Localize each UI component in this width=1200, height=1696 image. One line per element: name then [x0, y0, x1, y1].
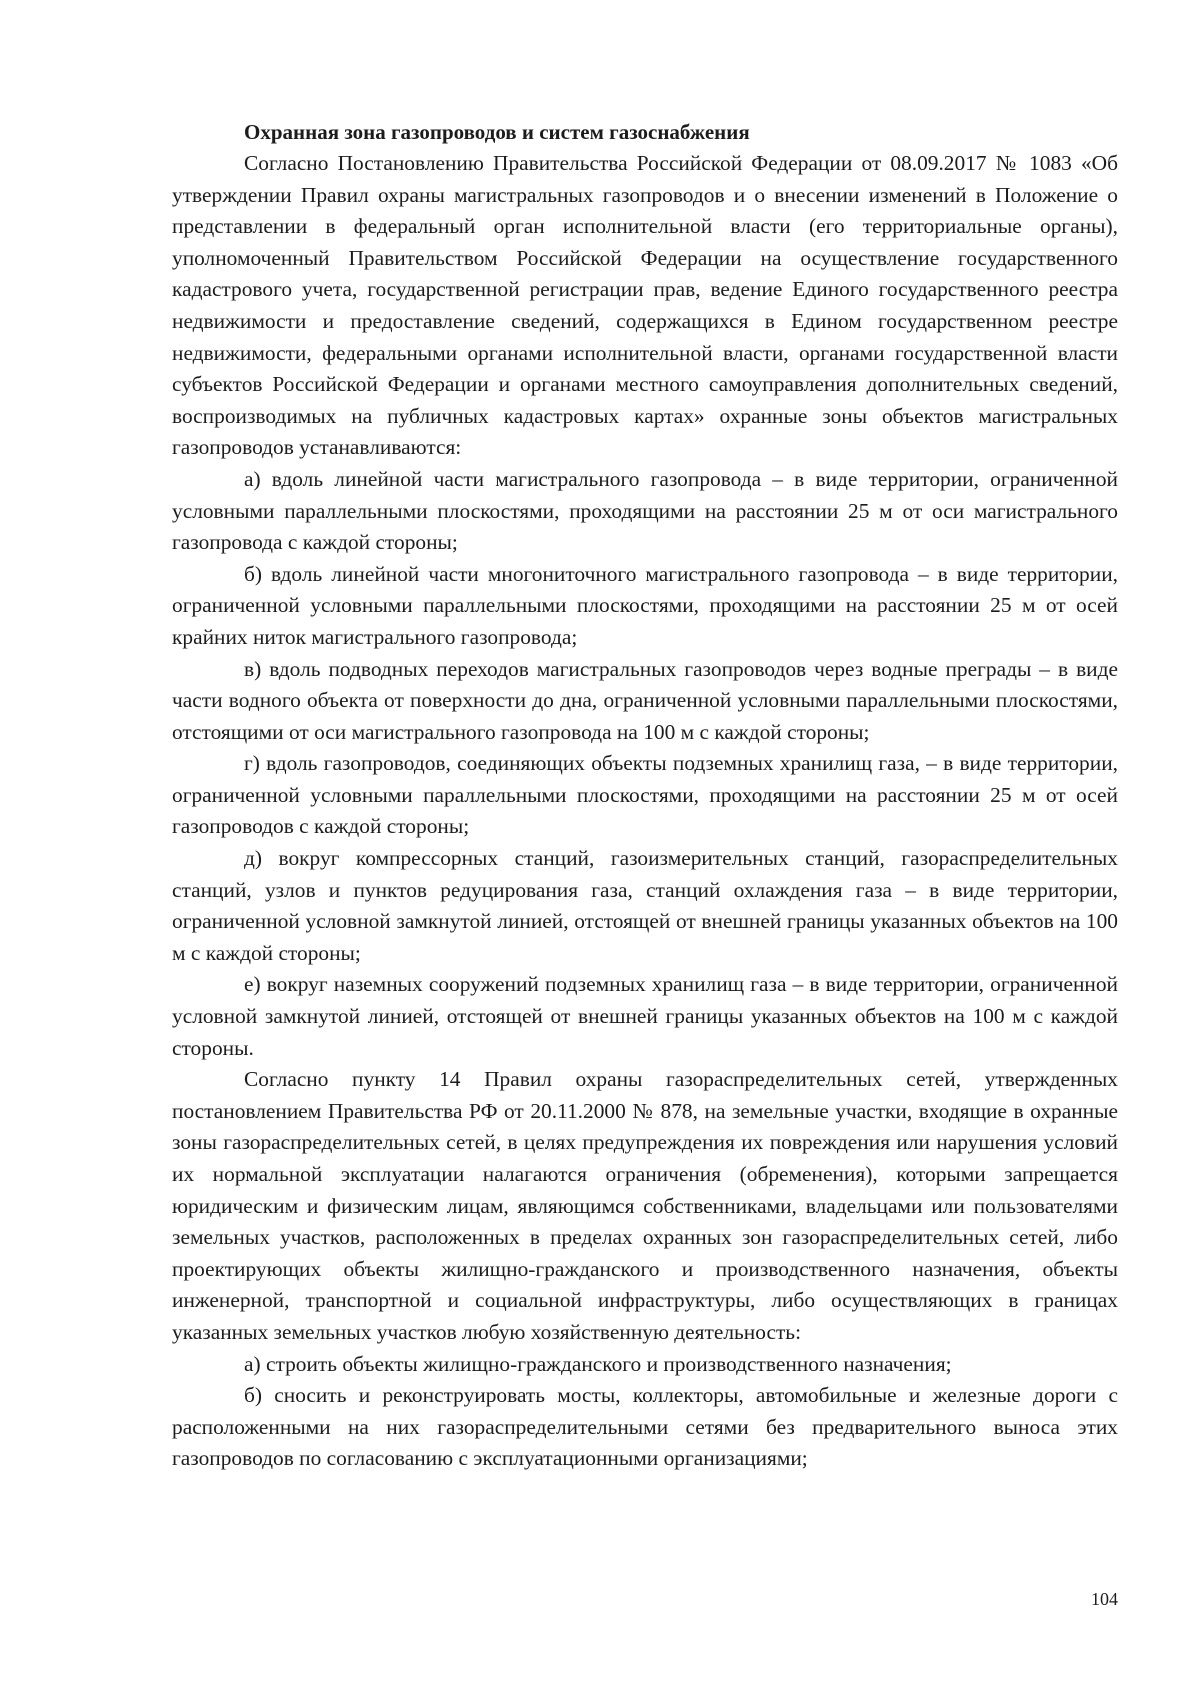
page-number: 104 [1091, 1589, 1118, 1609]
paragraph-item-e: е) вокруг наземных сооружений подземных хранилищ газа – в виде территории, ограниченной условной замкнутой линией, отстоящей от внешней границы указанных объектов на 100 м с каждой стороны. [172, 972, 1118, 1060]
paragraph-restriction-b: б) сносить и реконструировать мосты, коллекторы, автомобильные и железные дороги с расположенными на них газораспределительными сетями без предварительного выноса этих газопроводов по согласованию с эксплуатационными организациями; [172, 1383, 1118, 1471]
paragraph-intro: Согласно Постановлению Правительства Российской Федерации от 08.09.2017 № 1083 «Об утверждении Правил охраны магистральных газопроводов и о внесении изменений в Положение о представлении в федеральный орган исполнительной власти (его территориальные органы), уполномоченный Правительством Российской Федерации на осуществление государственного кадастрового учета, государственной регистрации прав, ведение Единого государственного реестра недвижимости и предоставление сведений, содержащихся в Едином государственном реестре недвижимости, федеральными органами исполнительной власти, органами государственной власти субъектов Российской Федерации и органами местного самоуправления дополнительных сведений, воспроизводимых на публичных кадастровых картах» охранные зоны объектов магистральных газопроводов устанавливаются: [172, 151, 1118, 460]
paragraph-item-v: в) вдоль подводных переходов магистральных газопроводов через водные преграды – в виде части водного объекта от поверхности до дна, ограниченной условными параллельными плоскостями, отстоящими от оси магистрального газопровода на 100 м с каждой стороны; [172, 656, 1118, 744]
paragraph-item-b: б) вдоль линейной части многониточного магистрального газопровода – в виде территории, ограниченной условными параллельными плоскостями, проходящими на расстоянии 25 м от осей крайних ниток магистрального газопровода; [172, 561, 1118, 649]
section-heading: Охранная зона газопроводов и систем газоснабжения [244, 120, 750, 144]
paragraph-rules-878: Согласно пункту 14 Правил охраны газораспределительных сетей, утвержденных постановлением Правительства РФ от 20.11.2000 № 878, на земельные участки, входящие в охранные зоны газораспределительных сетей, в целях предупреждения их повреждения или нарушения условий их нормальной эксплуатации налагаются ограничения (обременения), которыми запрещается юридическим и физическим лицам, являющимся собственниками, владельцами или пользователями земельных участков, расположенных в пределах охранных зон газораспределительных сетей, либо проектирующих объекты жилищно-гражданского и производственного назначения, объекты инженерной, транспортной и социальной инфраструктуры, либо осуществляющих в границах указанных земельных участков любую хозяйственную деятельность: [172, 1067, 1118, 1344]
paragraph-restriction-a: а) строить объекты жилищно-гражданского и производственного назначения; [244, 1351, 952, 1376]
paragraph-item-a: а) вдоль линейной части магистрального газопровода – в виде территории, ограниченной условными параллельными плоскостями, проходящими на расстоянии 25 м от оси магистрального газопровода с каждой стороны; [172, 466, 1118, 555]
paragraph-item-g: г) вдоль газопроводов, соединяющих объекты подземных хранилищ газа, – в виде территории, ограниченной условными параллельными плоскостями, проходящими на расстоянии 25 м от осей газопроводов с каждой стороны; [172, 751, 1118, 839]
paragraph-item-d: д) вокруг компрессорных станций, газоизмерительных станций, газораспределительных станций, узлов и пунктов редуцирования газа, станций охлаждения газа – в виде территории, ограниченной условной замкнутой линией, отстоящей от внешней границы указанных объектов на 100 м с каждой стороны; [172, 846, 1118, 965]
page-content [172, 116, 1118, 1475]
